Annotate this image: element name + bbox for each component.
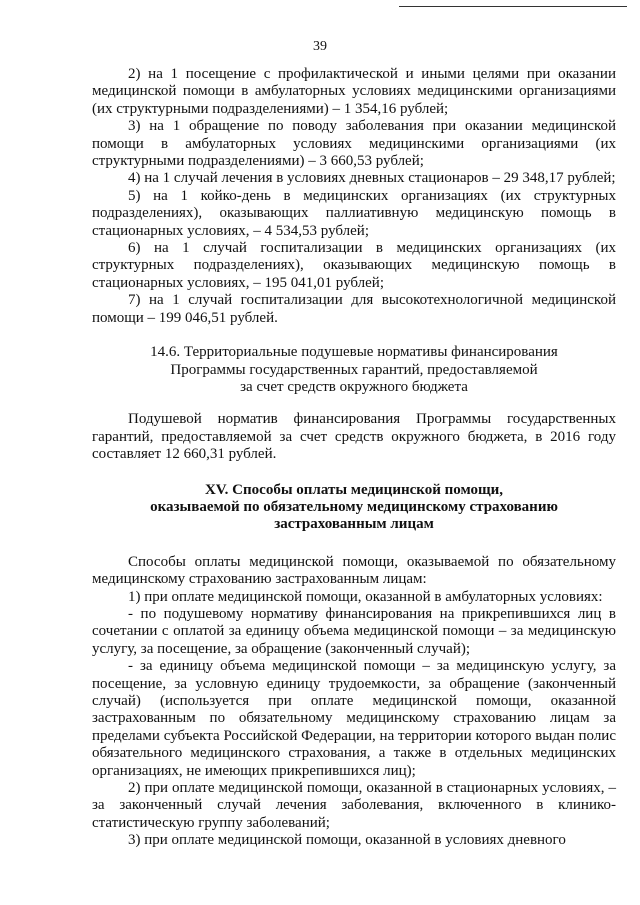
section-heading-15-line-3: застрахованным лицам bbox=[274, 516, 434, 533]
list-item: - за единицу объема медицинской помощи – за медицинскую услугу, за посещение, за условную единицу трудоемкости, за обращение (законченный случай) (используется при оплате медицинской помощи, оказанной застрахованным по обязательному медицинскому страхованию лицам за пределами субъекта Российской Федерации, на территории которого выдан полис обязательного медицинского страхования, а также в отдельных медицинских организациях, не имеющих прикрепившихся лиц); bbox=[92, 658, 616, 779]
list-item: 2) на 1 посещение с профилактической и иными целями при оказании медицинской помощи в амбулаторных условиях медицинскими организациями (их структурными подразделениями) – 1 354,16 рублей; bbox=[92, 66, 616, 117]
section-heading-15-line-2: оказываемой по обязательному медицинскому страхованию bbox=[150, 498, 558, 515]
list-item: 3) на 1 обращение по поводу заболевания при оказании медицинской помощи в амбулаторных условиях медицинскими организациями (их структурными подразделениями) – 3 660,53 рублей; bbox=[92, 118, 616, 170]
list-item: 3) при оплате медицинской помощи, оказанной в условиях дневного bbox=[128, 832, 566, 849]
section-heading-14-6-line-1: 14.6. Территориальные подушевые нормативы финансирования bbox=[150, 344, 558, 361]
section-heading-15-line-1: XV. Способы оплаты медицинской помощи, bbox=[204, 481, 504, 498]
list-item: 2) при оплате медицинской помощи, оказанной в стационарных условиях, – за законченный случай лечения заболевания, включенного в клинико-статистическую группу заболеваний; bbox=[92, 780, 616, 831]
list-item: 1) при оплате медицинской помощи, оказанной в амбулаторных условиях: bbox=[128, 588, 603, 605]
section-heading-14-6-line-2: Программы государственных гарантий, предоставляемой bbox=[170, 361, 538, 378]
list-item: - по подушевому нормативу финансирования на прикрепившихся лиц в сочетании с оплатой за единицу объема медицинской помощи – за медицинскую услугу, за посещение, за обращение (законченный случай); bbox=[92, 605, 616, 657]
list-item: 4) на 1 случай лечения в условиях дневных стационаров – 29 348,17 рублей; bbox=[128, 170, 616, 187]
paragraph-15-intro: Способы оплаты медицинской помощи, оказываемой по обязательному медицинскому страхованию застрахованным лицам: bbox=[92, 553, 616, 588]
top-rule bbox=[399, 6, 627, 7]
list-item: 7) на 1 случай госпитализации для высокотехнологичной медицинской помощи – 199 046,51 рублей. bbox=[92, 292, 616, 326]
list-item: 5) на 1 койко-день в медицинских организациях (их структурных подразделениях), оказывающих паллиативную медицинскую помощь в стационарных условиях, – 4 534,53 рублей; bbox=[92, 187, 616, 239]
document-body bbox=[92, 66, 616, 850]
list-item: 6) на 1 случай госпитализации в медицинских организациях (их структурных подразделениях), оказывающих медицинскую помощь в стационарных условиях, – 195 041,01 рублей; bbox=[92, 240, 616, 291]
section-heading-14-6-line-3: за счет средств окружного бюджета bbox=[240, 378, 468, 395]
paragraph-14-6: Подушевой норматив финансирования Программы государственных гарантий, предоставляемой за счет средств окружного бюджета, в 2016 году составляет 12 660,31 рублей. bbox=[92, 411, 616, 463]
page-number: 39 bbox=[313, 39, 327, 54]
